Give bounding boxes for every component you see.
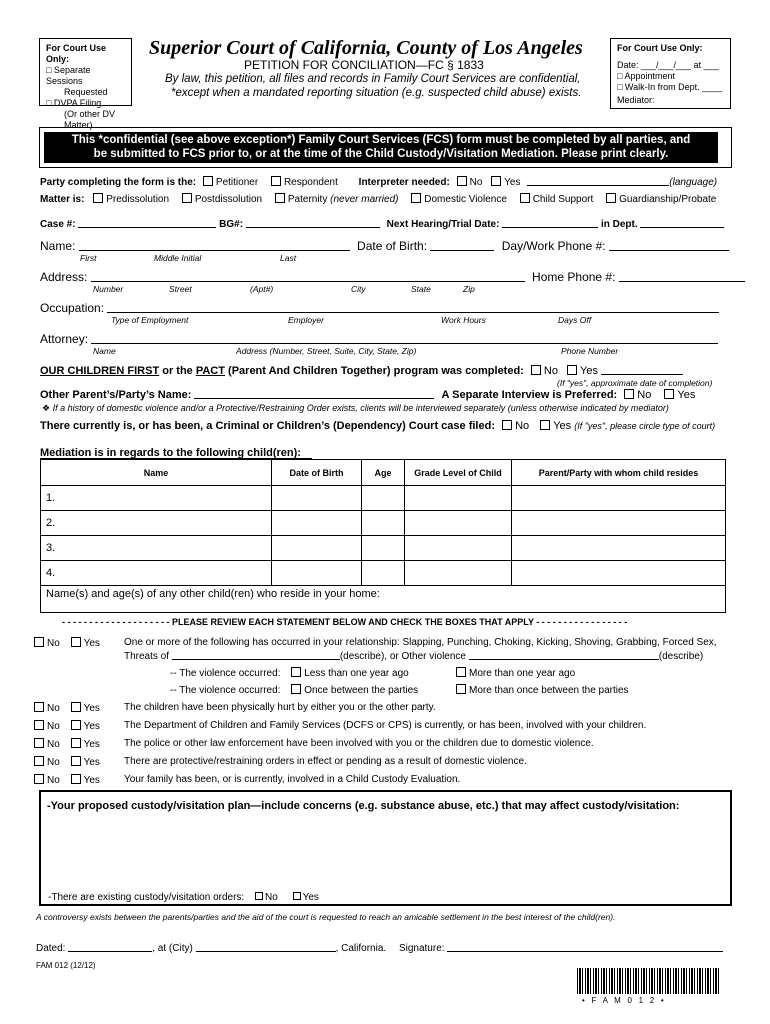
respondent-checkbox[interactable]	[271, 176, 281, 186]
s4-no-checkbox[interactable]	[34, 738, 44, 748]
once-label: Once between the parties	[304, 685, 419, 696]
statement-2-text: The children have been physically hurt by either you or the other party.	[124, 702, 436, 713]
dvpa-filing-option: □ DVPA Filing	[46, 98, 102, 108]
child-3-grade[interactable]	[405, 536, 512, 561]
s2-yes-checkbox[interactable]	[71, 702, 81, 712]
s1-no-checkbox[interactable]	[34, 637, 44, 647]
predissolution-checkbox[interactable]	[93, 193, 103, 203]
dob-label: Date of Birth:	[357, 239, 428, 253]
attorney-label: Attorney:	[40, 332, 89, 346]
more-than-year-label: More than one year ago	[469, 668, 576, 679]
criminal-no-checkbox[interactable]	[502, 420, 512, 430]
dept-input[interactable]	[640, 217, 724, 228]
child-4-dob[interactable]	[272, 561, 362, 586]
attorney-input[interactable]	[91, 333, 718, 344]
children-table	[40, 459, 726, 613]
pact-yes-checkbox[interactable]	[567, 365, 577, 375]
child-3-dob[interactable]	[272, 536, 362, 561]
pact-row	[40, 364, 683, 377]
col-name: Name	[41, 460, 272, 486]
statement-5-options	[34, 756, 100, 768]
dated-label: Dated:	[36, 943, 66, 954]
city-label: , at (City)	[152, 943, 193, 954]
dv-note	[42, 403, 669, 414]
existing-orders-label: -There are existing custody/visitation orders:	[48, 892, 245, 903]
occurred-label-2: -- The violence occurred:	[170, 685, 281, 696]
existing-orders-yes-checkbox[interactable]	[293, 892, 301, 900]
separate-interview-label: A Separate Interview is Preferred:	[441, 389, 618, 401]
statement-1-text: One or more of the following has occurred in your relationship: Slapping, Punching, Choking, Kicking, Shoving, Grabbing, Forced Sex,	[124, 637, 717, 648]
guardianship-label: Guardianship/Probate	[619, 194, 717, 205]
s3-no-label: No	[47, 721, 60, 732]
address-label: Address:	[40, 270, 88, 284]
criminal-label: There currently is, or has been, a Criminal or Children’s (Dependency) Court case filed:	[40, 420, 495, 432]
child-4-name[interactable]: 4.	[41, 561, 272, 586]
other-children-field[interactable]: Name(s) and age(s) of any other child(ren) who reside in your home:	[41, 586, 726, 613]
paternity-label: Paternity	[287, 194, 328, 205]
s4-yes-label: Yes	[83, 739, 100, 750]
confidential-notice-1: By law, this petition, all files and records in Family Court Services are confidential,	[165, 73, 581, 85]
employer-sublabel: Employer	[288, 315, 324, 325]
dv-note-text: If a history of domestic violence and/or a Protective/Restraining Order exists, clients will be interviewed separately (unless otherwise indicated by mediator)	[52, 403, 669, 413]
other-parent-input[interactable]	[194, 388, 434, 399]
child-3-resides[interactable]	[512, 536, 726, 561]
table-row[interactable]	[41, 511, 726, 536]
statement-2-options	[34, 702, 100, 714]
s2-no-label: No	[47, 703, 60, 714]
confidential-banner	[44, 132, 718, 163]
child-1-dob[interactable]	[272, 486, 362, 511]
dvpa-filing-option-cont: (Or other DV	[64, 109, 116, 119]
s6-yes-checkbox[interactable]	[71, 774, 81, 784]
case-number-input[interactable]	[78, 217, 216, 228]
child-support-label: Child Support	[532, 194, 594, 205]
court-use-heading: For Court Use Only:	[46, 43, 107, 64]
existing-orders-yes-label: Yes	[302, 892, 319, 903]
barcode-text: • F A M 0 1 2 •	[582, 996, 664, 1005]
s5-no-label: No	[47, 757, 60, 768]
col-dob: Date of Birth	[272, 460, 362, 486]
number-sublabel: Number	[93, 284, 124, 294]
occurred-label-1: -- The violence occurred:	[170, 668, 281, 679]
child-2-resides[interactable]	[512, 511, 726, 536]
child-2-age[interactable]	[362, 511, 405, 536]
day-phone-input[interactable]	[609, 240, 729, 251]
home-phone-label: Home Phone #:	[532, 270, 616, 284]
statement-4-options	[34, 738, 100, 750]
separate-sessions-option-cont: Requested	[64, 87, 108, 97]
pact-program-text: (Parent And Children Together) program was completed:	[224, 365, 524, 377]
s4-yes-checkbox[interactable]	[71, 738, 81, 748]
child-2-grade[interactable]	[405, 511, 512, 536]
existing-orders-row	[48, 892, 319, 903]
matter-row	[40, 193, 716, 205]
domestic-violence-checkbox[interactable]	[411, 193, 421, 203]
hearing-label: Next Hearing/Trial Date:	[386, 219, 500, 230]
form-id: FAM 012 (12/12)	[36, 961, 96, 970]
street-sublabel: Street	[169, 284, 192, 294]
our-children-first-text: OUR CHILDREN FIRST	[40, 365, 160, 377]
children-table-header	[41, 460, 726, 486]
table-row[interactable]	[41, 536, 726, 561]
custody-plan-box[interactable]	[39, 790, 732, 906]
other-parent-row	[40, 388, 695, 401]
statement-5-text: There are protective/restraining orders in effect or pending as a result of domestic violence.	[124, 756, 527, 767]
language-input[interactable]	[527, 175, 669, 186]
table-row[interactable]	[41, 586, 726, 613]
pact-text: PACT	[195, 365, 225, 377]
custody-plan-heading: -Your proposed custody/visitation plan—include concerns (e.g. substance abuse, etc.) that may affect custody/visitation:	[47, 800, 680, 812]
child-1-age[interactable]	[362, 486, 405, 511]
never-married-note: (never married)	[330, 194, 399, 205]
interpreter-no-checkbox[interactable]	[457, 176, 467, 186]
more-than-year-option	[456, 667, 575, 679]
pact-no-checkbox[interactable]	[531, 365, 541, 375]
language-label: (language)	[669, 177, 718, 188]
middle-sublabel: Middle Initial	[154, 253, 202, 263]
work-hours-sublabel: Work Hours	[441, 315, 486, 325]
confidential-notice-2: *except when a mandated reporting situation (e.g. suspected child abuse) exists.	[171, 87, 582, 99]
s4-no-label: No	[47, 739, 60, 750]
predissolution-label: Predissolution	[106, 194, 170, 205]
other-violence-label: (describe), or Other violence	[339, 651, 466, 662]
banner-line-1: This *confidential (see above exception*) Family Court Services (FCS) form must be completed by all parties, and	[71, 134, 691, 146]
case-label: Case #:	[40, 219, 76, 230]
state-sublabel: State	[411, 284, 431, 294]
criminal-note: (If "yes", please circle type of court)	[574, 421, 716, 431]
col-resides: Parent/Party with whom child resides	[512, 460, 726, 486]
statement-4-text: The police or other law enforcement have been involved with you or the children due to domestic violence.	[124, 738, 594, 749]
first-sublabel: First	[80, 253, 97, 263]
dept-label: in Dept.	[600, 219, 638, 230]
s5-no-checkbox[interactable]	[34, 756, 44, 766]
separate-sessions-option: □ Separate Sessions	[46, 65, 91, 86]
pact-yes-label: Yes	[580, 365, 598, 377]
postdissolution-label: Postdissolution	[194, 194, 263, 205]
day-phone-label: Day/Work Phone #:	[501, 239, 606, 253]
attorney-row	[40, 332, 718, 346]
criminal-no-label: No	[515, 420, 530, 432]
petitioner-checkbox[interactable]	[203, 176, 213, 186]
statement-6-options	[34, 774, 100, 786]
s5-yes-label: Yes	[83, 757, 100, 768]
more-than-once-label: More than once between the parties	[469, 685, 629, 696]
zip-sublabel: Zip	[463, 284, 475, 294]
less-than-year-label: Less than one year ago	[304, 668, 409, 679]
hearing-date-input[interactable]	[502, 217, 598, 228]
describe-label: (describe)	[658, 651, 704, 662]
signature-row	[36, 941, 723, 954]
apt-sublabel: (Apt#)	[250, 284, 274, 294]
criminal-yes-label: Yes	[553, 420, 572, 432]
separate-yes-label: Yes	[677, 389, 696, 401]
bg-label: BG#:	[219, 219, 244, 230]
walk-in-option: □ Walk-In from Dept. ____	[617, 82, 723, 92]
address-row	[40, 270, 745, 284]
violence-timing-row	[170, 667, 409, 679]
criminal-yes-checkbox[interactable]	[540, 420, 550, 430]
s6-no-checkbox[interactable]	[34, 774, 44, 784]
signature-input[interactable]	[447, 941, 723, 952]
barcode	[577, 968, 720, 994]
child-4-age[interactable]	[362, 561, 405, 586]
pact-or-text: or the	[159, 365, 196, 377]
interpreter-yes-checkbox[interactable]	[491, 176, 501, 186]
dvpa-filing-option-cont2: Matter)	[64, 120, 93, 130]
pact-no-label: No	[543, 365, 558, 377]
party-label: Party completing the form is the:	[40, 177, 197, 188]
child-2-name[interactable]: 2.	[41, 511, 272, 536]
col-age: Age	[362, 460, 405, 486]
controversy-statement: A controversy exists between the parents/parties and the aid of the court is requested to reach an amicable settlement in the best interest of the child(ren).	[36, 912, 616, 922]
s1-no-label: No	[47, 638, 60, 649]
occupation-input[interactable]	[107, 302, 719, 313]
address-input[interactable]	[91, 271, 525, 282]
more-than-once-option	[456, 684, 629, 696]
criminal-row	[40, 420, 715, 432]
interpreter-no-label: No	[469, 177, 483, 188]
pact-date-input[interactable]	[601, 364, 683, 375]
children-heading: Mediation is in regards to the following child(ren):	[40, 447, 301, 459]
child-1-grade[interactable]	[405, 486, 512, 511]
more-than-once-checkbox[interactable]	[456, 684, 466, 694]
days-off-sublabel: Days Off	[558, 315, 592, 325]
last-sublabel: Last	[280, 253, 297, 263]
respondent-label: Respondent	[283, 177, 338, 188]
home-phone-input[interactable]	[619, 271, 745, 282]
child-4-resides[interactable]	[512, 561, 726, 586]
form-subtitle: PETITION FOR CONCILIATION—FC § 1833	[244, 58, 484, 72]
attorney-phone-sublabel: Phone Number	[561, 346, 619, 356]
city-sublabel: City	[351, 284, 366, 294]
s2-yes-label: Yes	[83, 703, 100, 714]
dob-input[interactable]	[430, 240, 494, 251]
statement-3-options	[34, 720, 100, 732]
other-violence-input[interactable]	[469, 649, 659, 660]
existing-orders-no-checkbox[interactable]	[255, 892, 263, 900]
matter-label: Matter is:	[40, 194, 85, 205]
dated-input[interactable]	[68, 941, 152, 952]
violence-frequency-row	[170, 684, 418, 696]
child-1-resides[interactable]	[512, 486, 726, 511]
child-2-dob[interactable]	[272, 511, 362, 536]
name-input[interactable]	[79, 240, 350, 251]
review-header: - - - - - - - - - - - - - - - - - - - - PLEASE REVIEW EACH STATEMENT BELOW AND CHECK THE BOXES THAT APPLY - - - - - - - - - - - - - - - - -	[62, 617, 628, 627]
occupation-label: Occupation:	[40, 301, 105, 315]
case-row	[40, 217, 724, 230]
table-row[interactable]	[41, 486, 726, 511]
banner-line-2: be submitted to FCS prior to, or at the time of the Child Custody/Visitation Mediation. Please print clearly.	[93, 148, 669, 160]
appointment-option: □ Appointment	[617, 71, 675, 81]
table-row[interactable]	[41, 561, 726, 586]
s5-yes-checkbox[interactable]	[71, 756, 81, 766]
name-label: Name:	[40, 239, 76, 253]
petitioner-label: Petitioner	[215, 177, 259, 188]
statement-1-options	[34, 637, 100, 649]
city-input[interactable]	[196, 941, 336, 952]
signature-label: Signature:	[398, 943, 445, 954]
court-use-box-left	[39, 38, 132, 130]
separate-no-label: No	[637, 389, 652, 401]
employment-type-sublabel: Type of Employment	[111, 315, 189, 325]
mediator-field: Mediator:	[617, 95, 655, 105]
col-grade: Grade Level of Child	[405, 460, 512, 486]
separate-no-checkbox[interactable]	[624, 389, 634, 399]
occupation-row	[40, 301, 719, 315]
more-than-year-checkbox[interactable]	[456, 667, 466, 677]
statement-3-text: The Department of Children and Family Services (DCFS or CPS) is currently, or has been, involved with your children.	[124, 720, 647, 731]
s3-yes-checkbox[interactable]	[71, 720, 81, 730]
bg-number-input[interactable]	[246, 217, 380, 228]
child-1-name[interactable]: 1.	[41, 486, 272, 511]
child-support-checkbox[interactable]	[520, 193, 530, 203]
threats-input[interactable]	[172, 649, 340, 660]
s6-no-label: No	[47, 775, 60, 786]
court-date-field: Date: ___/___/___ at ___	[617, 60, 719, 70]
dv-note-bullet-icon: ❖	[42, 403, 51, 413]
domestic-violence-label: Domestic Violence	[424, 194, 507, 205]
s1-yes-checkbox[interactable]	[71, 637, 81, 647]
statement-1-threats	[124, 649, 703, 662]
postdissolution-checkbox[interactable]	[182, 193, 192, 203]
child-3-age[interactable]	[362, 536, 405, 561]
existing-orders-no-label: No	[264, 892, 278, 903]
threats-label: Threats of	[124, 651, 170, 662]
attorney-name-sublabel: Name	[93, 346, 116, 356]
s1-yes-label: Yes	[83, 638, 100, 649]
party-row	[40, 175, 717, 188]
s2-no-checkbox[interactable]	[34, 702, 44, 712]
other-parent-label: Other Parent’s/Party’s Name:	[40, 389, 192, 401]
s6-yes-label: Yes	[83, 775, 100, 786]
statement-6-text: Your family has been, or is currently, involved in a Child Custody Evaluation.	[124, 774, 461, 785]
court-use-heading-right: For Court Use Only:	[617, 43, 703, 53]
california-label: , California.	[335, 943, 387, 954]
court-use-box-right	[610, 38, 731, 109]
once-checkbox[interactable]	[291, 684, 301, 694]
name-row	[40, 239, 729, 253]
interpreter-yes-label: Yes	[504, 177, 521, 188]
pact-date-note: (If "yes", approximate date of completion)	[557, 378, 713, 388]
less-than-year-checkbox[interactable]	[291, 667, 301, 677]
guardianship-checkbox[interactable]	[606, 193, 616, 203]
s3-no-checkbox[interactable]	[34, 720, 44, 730]
s3-yes-label: Yes	[83, 721, 100, 732]
court-title: Superior Court of California, County of Los Angeles	[149, 37, 583, 59]
child-3-name[interactable]: 3.	[41, 536, 272, 561]
interpreter-label: Interpreter needed:	[358, 177, 450, 188]
separate-yes-checkbox[interactable]	[664, 389, 674, 399]
paternity-checkbox[interactable]	[275, 193, 285, 203]
child-4-grade[interactable]	[405, 561, 512, 586]
attorney-address-sublabel: Address (Number, Street, Suite, City, State, Zip)	[236, 346, 417, 356]
